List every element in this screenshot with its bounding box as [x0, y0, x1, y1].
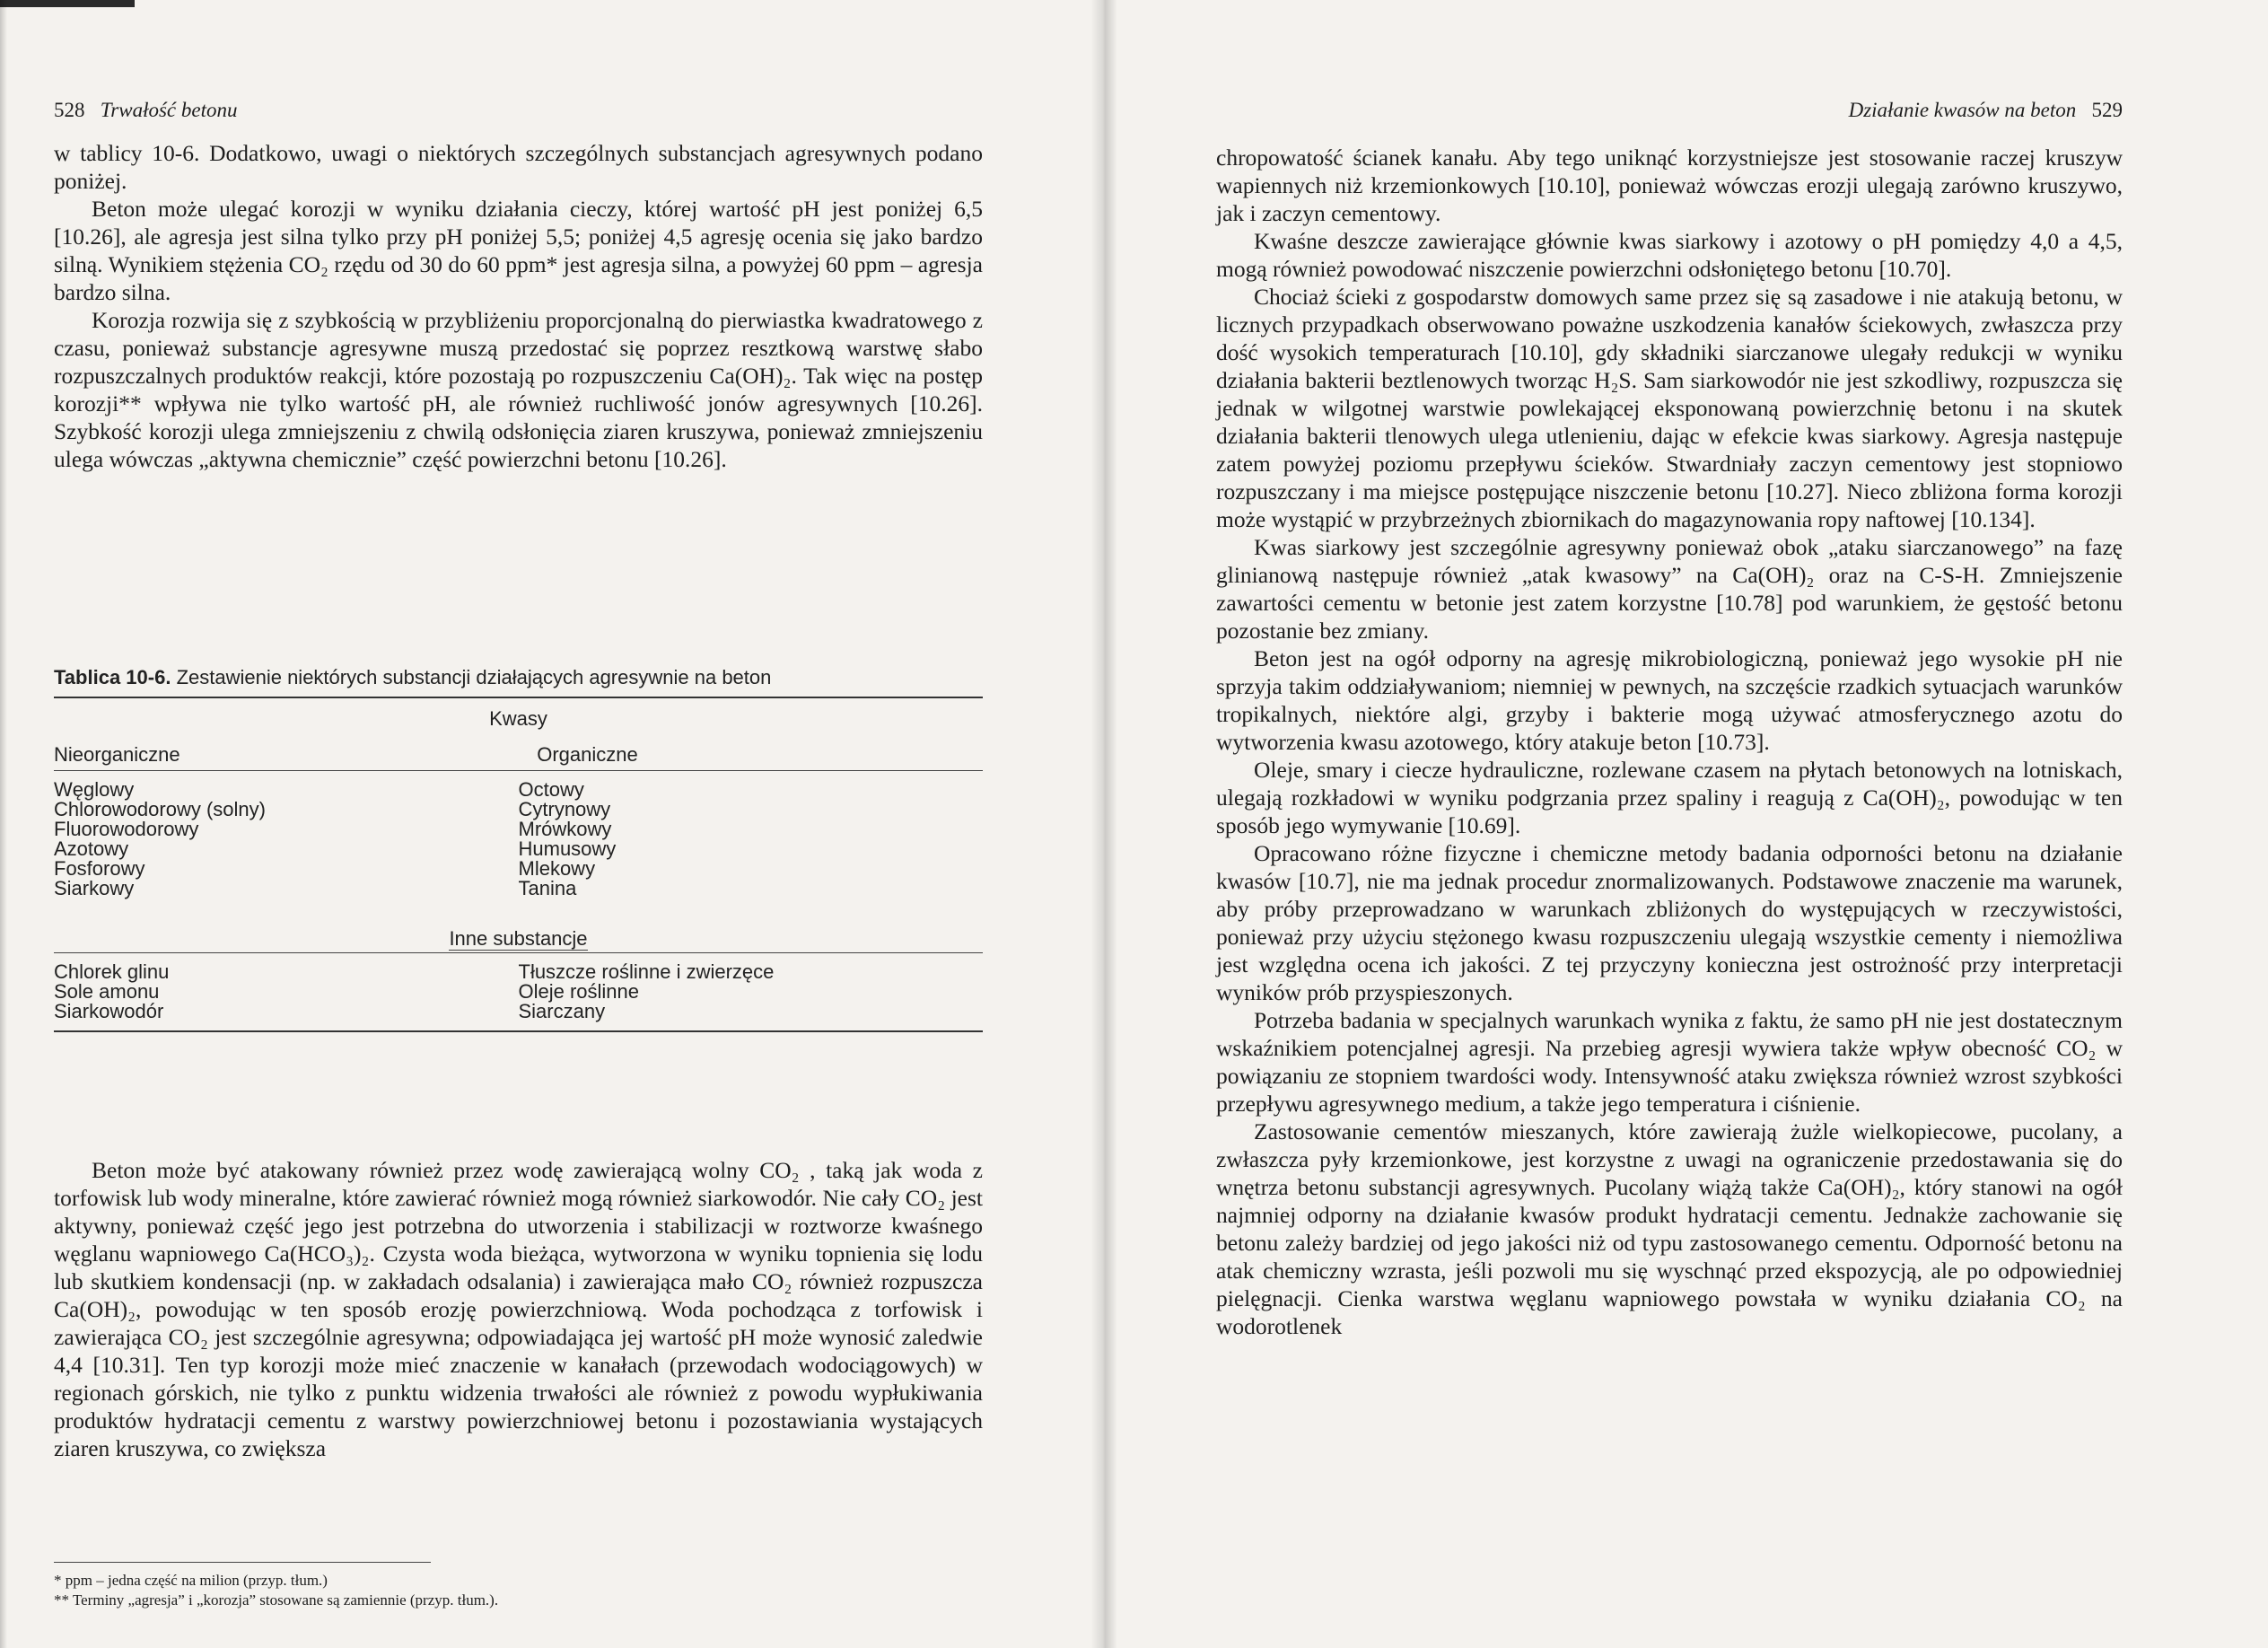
other-left-list — [54, 962, 519, 1021]
left-running-head — [54, 99, 237, 122]
table-cell: Chlorowodorowy (solny) — [54, 798, 266, 820]
paragraph: Kwas siarkowy jest szczególnie agresywny ponieważ obok „ataku siarczanowego” na fazę glinianową następuje również „atak kwasowy” na Ca(OH)₂ oraz na C-S-H. Zmniejszenie zawartości cementu w betonie jest zatem korzystne [10.78] pod warunkiem, że gęstość betonu pozostanie bez zmiany. — [1216, 534, 2123, 644]
paragraph: Beton jest na ogół odporny na agresję mikrobiologiczną, ponieważ jego wysokie pH nie sprzyja takim oddziaływaniom; niemniej w pewnych, na szczęście rzadkich sytuacjach warunków tropikalnych, niektóre algi, grzyby i bakterie mogą używać atmosferycznego azotu do wytworzenia kwasu azotowego, który atakuje beton [10.73]. — [1216, 645, 2123, 755]
table-cell: Węglowy — [54, 778, 135, 801]
left-body-bottom — [54, 1156, 983, 1462]
paragraph: Kwaśne deszcze zawierające głównie kwas siarkowy i azotowy o pH pomiędzy 4,0 a 4,5, mogą również powodować niszczenie powierzchni odsłoniętego betonu [10.70]. — [1216, 228, 2123, 282]
table-cell: Siarczany — [518, 1000, 606, 1022]
paragraph: Oleje, smary i ciecze hydrauliczne, rozlewane czasem na płytach betonowych na lotniskach, ulegają rozkładowi w wyniku podgrzania przez spaliny i reagują z Ca(OH)₂, powodując w ten sposób jego wymywanie [10.69]. — [1216, 757, 2123, 838]
table-cell: Oleje roślinne — [518, 980, 640, 1003]
paragraph: Korozja rozwija się z szybkością w przybliżeniu proporcjonalną do pierwiastka kwadratowego z czasu, ponieważ substancje agresywne muszą przedostać się poprzez resztkową warstwę słabo rozpuszczalnych produktów reakcji, które pozostają po rozpuszczeniu Ca(OH)₂. Tak więc na postęp korozji** wpływa nie tylko wartość pH, ale również ruchliwość jonów agresywnych [10.26]. Szybkość korozji ulega zmniejszeniu z chwilą odsłonięcia ziaren kruszywa, ponieważ zmniejszeniu ulega wówczas „aktywna chemicznie” część powierzchni betonu [10.26]. — [54, 307, 983, 472]
footnote-rule — [54, 1562, 431, 1563]
table-cell: Fluorowodorowy — [54, 818, 199, 840]
table-bottom-rule — [54, 1030, 983, 1032]
table-group-heading — [54, 907, 983, 952]
table-cell: Siarkowodór — [54, 1000, 164, 1022]
paragraph: Beton może ulegać korozji w wyniku działania cieczy, której wartość pH jest poniżej 6,5 [10.26], ale agresja jest silna tylko przy pH poniżej 5,5; poniżej 4,5 agresję ocenia się jako bardzo silną. Wynikiem stężenia CO₂ rzędu od 30 do 60 ppm* jest agresja silna, a powyżej 60 ppm – agresja bardzo silna. — [54, 196, 983, 305]
table-cell: Fosforowy — [54, 857, 145, 880]
table-caption-text: Zestawienie niektórych substancji działających agresywnie na beton — [176, 666, 772, 688]
inorganic-list — [54, 780, 519, 899]
footnotes — [54, 1571, 592, 1610]
paragraph: Opracowano różne fizyczne i chemiczne metody badania odporności betonu na działanie kwasów [10.7], nie ma jednak procedur znormalizowanych. Podstawowe znaczenie ma warunek, aby próby przeprowadzano w warunkach zbliżonych do występujących w rzeczywistości, ponieważ przy użyciu stężonego kwasu rozpuszczeniu ulegają wszystkie cementy i niemożliwa jest względna ocena ich jakości. Z tej przyczyny konieczna jest ostrożność przy interpretacji wyników prób przyspieszonych. — [1216, 840, 2123, 1005]
table-cell: Azotowy — [54, 837, 129, 860]
paragraph: Potrzeba badania w specjalnych warunkach wynika z faktu, że samo pH nie jest dostatecznym wskaźnikiem potencjalnej agresji. Na przebieg agresji wywiera także wpływ obecność CO₂ w powiązaniu ze stopniem twardości wody. Intensywność ataku zwiększa również wzrost szybkości przepływu agresywnego medium, a także jego temperatura i ciśnienie. — [1216, 1007, 2123, 1117]
column-header: Organiczne — [537, 743, 638, 766]
table-10-6 — [54, 666, 983, 1032]
column-header: Nieorganiczne — [54, 743, 180, 766]
table-acids-rows — [54, 771, 983, 907]
table-cell: Tłuszcze roślinne i zwierzęce — [518, 960, 775, 983]
right-running-head — [1849, 99, 2123, 122]
left-body-top — [54, 139, 983, 473]
page-number: 529 — [2091, 99, 2123, 121]
footnote: * ppm – jedna część na milion (przyp. tłum.) — [54, 1572, 328, 1589]
footnote: ** Terminy „agresja” i „korozja” stosowane są zamiennie (przyp. tłum.). — [54, 1591, 499, 1609]
book-gutter — [1090, 0, 1117, 1648]
table-group-heading: Kwasy — [489, 707, 547, 730]
table-caption-label: Tablica 10-6. — [54, 666, 171, 688]
table-cell: Octowy — [518, 778, 584, 801]
paragraph: Chociaż ścieki z gospodarstw domowych same przez się są zasadowe i nie atakują betonu, w licznych przypadkach obserwowano poważne uszkodzenia kanałów ściekowych, zwłaszcza przy dość wysokich temperaturach [10.10], gdy składniki siarczanowe ulegały redukcji w wyniku działania bakterii beztlenowych tworząc H₂S. Sam siarkowodór nie jest szkodliwy, rozpuszcza się jednak w wilgotnej warstwie powlekającej eksponowaną powierzchnię betonu i na skutek działania bakterii tlenowych ulega utlenieniu, dając w efekcie kwas siarkowy. Agresja następuje zatem powyżej poziomu przepływu ścieków. Stwardniały zaczyn cementowy jest stopniowo rozpuszczany i ma miejsce postępujące niszczenie betonu [10.27]. Nieco zbliżona forma korozji może wystąpić w przybrzeżnych zbiornikach do magazynowania ropy naftowej [10.134]. — [1216, 284, 2123, 532]
organic-list — [519, 780, 984, 899]
left-page — [54, 0, 983, 1648]
page-number: 528 — [54, 99, 85, 121]
table-cell: Mlekowy — [518, 857, 596, 880]
paragraph: Beton może być atakowany również przez wodę zawierającą wolny CO₂ , taką jak woda z torfowisk lub wody mineralne, które zawierać również mogą również siarkowodór. Nie cały CO₂ jest aktywny, ponieważ część jego jest potrzebna do utworzenia i stabilizacji w roztworze kwaśnego węglanu wapniowego Ca(HCO₃)₂. Czysta woda bieżąca, wytworzona w wyniku topnienia się lodu lub skutkiem kondensacji (np. w zakładach odsalania) i zawierająca mało CO₂ również rozpuszcza Ca(OH)₂, powodując w ten sposób erozję powierzchniową. Woda pochodząca z torfowisk i zawierająca CO₂ jest szczególnie agresywna; odpowiadająca jej wartość pH może wynosić zaledwie 4,4 [10.31]. Ten typ korozji może mieć znaczenie w kanałach (przewodach wodociągowych) w regionach górskich, nie tylko z punktu widzenia trwałości ale również z powodu wypłukiwania produktów hydratacji cementu z warstwy powierzchniowej betonu i pozostawiania wystających ziaren kruszywa, co zwiększa — [54, 1157, 983, 1461]
table-cell: Siarkowy — [54, 877, 135, 899]
table-cell: Tanina — [518, 877, 577, 899]
right-body — [1216, 144, 2123, 1340]
paragraph: chropowatość ścianek kanału. Aby tego uniknąć korzystniejsze jest stosowanie raczej kruszyw wapiennych niż krzemionkowych [10.10], ponieważ wówczas erozji ulegają zarówno kruszywo, jak i zaczyn cementowy. — [1216, 145, 2123, 226]
other-substances-heading: Inne substancje — [449, 927, 588, 950]
table-column-headers — [54, 734, 983, 770]
running-title: Trwałość betonu — [100, 99, 238, 121]
table-cell: Humusowy — [518, 837, 617, 860]
page-edge-shadow — [0, 0, 7, 1648]
table-cell: Cytrynowy — [518, 798, 611, 820]
table-other-rows — [54, 953, 983, 1030]
paragraph: w tablicy 10-6. Dodatkowo, uwagi o niektórych szczególnych substancjach agresywnych podano poniżej. — [54, 140, 983, 194]
table-cell: Mrówkowy — [518, 818, 612, 840]
running-title: Działanie kwasów na beton — [1848, 99, 2077, 121]
table-caption — [54, 666, 983, 689]
table-cell: Sole amonu — [54, 980, 160, 1003]
other-right-list — [519, 962, 984, 1021]
paragraph: Zastosowanie cementów mieszanych, które zawierają żużle wielkopiecowe, pucolany, a zwłaszcza pyły krzemionkowe, jest korzystne z uwagi na ograniczenie przedostawania się do wnętrza betonu substancji agresywnych. Pucolany wiążą także Ca(OH)₂, który stanowi na ogół najmniej odporny na działanie kwasów produkt hydratacji cementu. Jednakże zachowanie się betonu zależy bardziej od jego jakości niż od typu zastosowanego cementu. Odporność betonu na atak chemiczny wzrasta, jeśli pozwoli mu się wyschnąć przed ekspozycją, ale po odpowiedniej pielęgnacji. Cienka warstwa węglanu wapniowego powstała w wyniku działania CO₂ na wodorotlenek — [1216, 1118, 2123, 1339]
right-page — [1216, 0, 2123, 1648]
table-cell: Chlorek glinu — [54, 960, 170, 983]
